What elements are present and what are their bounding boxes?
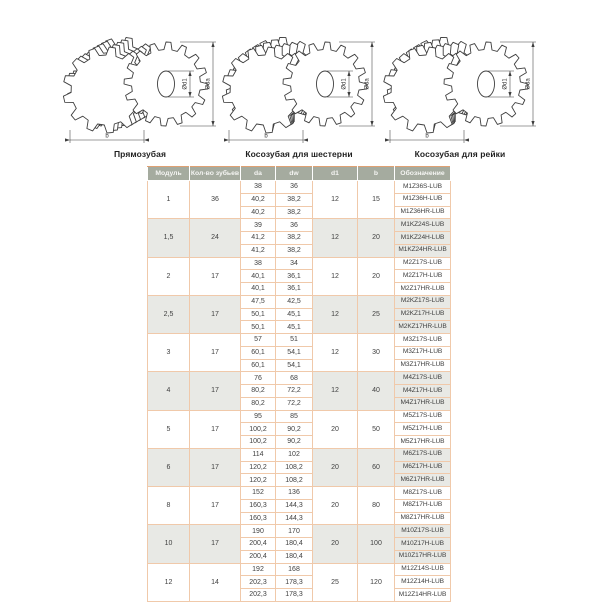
header-d1: d1 (313, 167, 358, 181)
cell-designation: M8Z17HR-LUB (395, 512, 451, 525)
cell-b: 25 (358, 295, 395, 333)
cell-designation: M1Z36H-LUB (395, 193, 451, 206)
dim-label-da: Øda (205, 78, 212, 90)
table-row (148, 181, 451, 194)
table-row (148, 334, 451, 347)
gear-caption-helical-pinion: Косозубая для шестерни (245, 149, 353, 159)
cell-da: 60,1 (241, 359, 276, 372)
table-row (148, 563, 451, 576)
cell-d1: 12 (313, 219, 358, 257)
cell-da: 120,2 (241, 461, 276, 474)
cell-dw: 85 (276, 410, 313, 423)
cell-dw: 36,1 (276, 283, 313, 296)
cell-dw: 144,3 (276, 499, 313, 512)
cell-dw: 54,1 (276, 359, 313, 372)
gear-figure-spur (62, 24, 218, 159)
cell-designation: M4Z17H-LUB (395, 385, 451, 398)
cell-da: 50,1 (241, 321, 276, 334)
cell-dw: 72,2 (276, 397, 313, 410)
cell-teeth-count: 14 (190, 563, 241, 601)
cell-b: 40 (358, 372, 395, 410)
table-row (148, 219, 451, 232)
cell-dw: 36 (276, 181, 313, 194)
cell-da: 41,2 (241, 244, 276, 257)
cell-dw: 45,1 (276, 321, 313, 334)
cell-designation: M2KZ17S-LUB (395, 295, 451, 308)
cell-da: 95 (241, 410, 276, 423)
table-row (148, 487, 451, 500)
cell-module: 2,5 (148, 295, 190, 333)
cell-dw: 38,2 (276, 193, 313, 206)
gear-figure-helical-pinion (221, 24, 377, 159)
cell-designation: M10Z17S-LUB (395, 525, 451, 538)
cell-module: 5 (148, 410, 190, 448)
table-header (148, 167, 451, 181)
cell-dw: 178,3 (276, 576, 313, 589)
cell-dw: 34 (276, 257, 313, 270)
cell-da: 200,4 (241, 538, 276, 551)
cell-designation: M6Z17S-LUB (395, 448, 451, 461)
cell-module: 1 (148, 181, 190, 219)
cell-designation: M1KZ24H-LUB (395, 232, 451, 245)
gear-drawing-helical-rack (382, 24, 538, 148)
cell-dw: 51 (276, 334, 313, 347)
cell-designation: M2Z17H-LUB (395, 270, 451, 283)
table-row (148, 410, 451, 423)
cell-teeth-count: 17 (190, 257, 241, 295)
cell-designation: M5Z17HR-LUB (395, 436, 451, 449)
cell-dw: 45,1 (276, 308, 313, 321)
cell-dw: 108,2 (276, 461, 313, 474)
cell-d1: 20 (313, 487, 358, 525)
cell-da: 57 (241, 334, 276, 347)
cell-designation: M1KZ24S-LUB (395, 219, 451, 232)
cell-dw: 68 (276, 372, 313, 385)
cell-designation: M8Z17S-LUB (395, 487, 451, 500)
cell-b: 80 (358, 487, 395, 525)
cell-designation: M12Z14HR-LUB (395, 589, 451, 602)
cell-teeth-count: 17 (190, 487, 241, 525)
cell-d1: 12 (313, 372, 358, 410)
cell-designation: M1Z36HR-LUB (395, 206, 451, 219)
cell-dw: 42,5 (276, 295, 313, 308)
table-row (148, 448, 451, 461)
cell-da: 190 (241, 525, 276, 538)
header-dw: dw (276, 167, 313, 181)
cell-dw: 72,2 (276, 385, 313, 398)
cell-da: 60,1 (241, 346, 276, 359)
table-row (148, 372, 451, 385)
cell-da: 38 (241, 257, 276, 270)
gear-drawing-helical-pinion (221, 24, 377, 148)
cell-dw: 180,4 (276, 550, 313, 563)
cell-teeth-count: 17 (190, 334, 241, 372)
cell-module: 2 (148, 257, 190, 295)
cell-teeth-count: 17 (190, 448, 241, 486)
cell-dw: 36 (276, 219, 313, 232)
cell-dw: 38,2 (276, 232, 313, 245)
cell-da: 202,3 (241, 589, 276, 602)
dim-label-b: b (425, 133, 429, 140)
cell-designation: M4Z17HR-LUB (395, 397, 451, 410)
cell-d1: 12 (313, 334, 358, 372)
gear-spec-table (147, 166, 451, 602)
cell-module: 12 (148, 563, 190, 601)
cell-module: 4 (148, 372, 190, 410)
cell-designation: M2KZ17H-LUB (395, 308, 451, 321)
dim-label-d1: Ød1 (182, 78, 189, 90)
cell-da: 40,1 (241, 283, 276, 296)
cell-dw: 90,2 (276, 423, 313, 436)
cell-d1: 20 (313, 410, 358, 448)
cell-dw: 170 (276, 525, 313, 538)
dim-label-b: b (264, 133, 268, 140)
cell-designation: M2Z17S-LUB (395, 257, 451, 270)
dim-label-d1: Ød1 (341, 78, 348, 90)
cell-designation: M2KZ17HR-LUB (395, 321, 451, 334)
header-designation: Обозначение (395, 167, 451, 181)
cell-d1: 12 (313, 181, 358, 219)
cell-b: 30 (358, 334, 395, 372)
cell-da: 100,2 (241, 436, 276, 449)
cell-module: 10 (148, 525, 190, 563)
cell-d1: 25 (313, 563, 358, 601)
cell-designation: M6Z17HR-LUB (395, 474, 451, 487)
cell-b: 15 (358, 181, 395, 219)
cell-da: 76 (241, 372, 276, 385)
cell-da: 39 (241, 219, 276, 232)
gear-caption-spur: Прямозубая (113, 149, 167, 159)
cell-b: 20 (358, 257, 395, 295)
cell-teeth-count: 17 (190, 525, 241, 563)
cell-b: 100 (358, 525, 395, 563)
cell-d1: 12 (313, 295, 358, 333)
cell-dw: 38,2 (276, 244, 313, 257)
header-teeth-count: Кол-во зубьев (190, 167, 241, 181)
cell-da: 160,3 (241, 512, 276, 525)
header-b: b (358, 167, 395, 181)
cell-da: 192 (241, 563, 276, 576)
cell-b: 60 (358, 448, 395, 486)
cell-dw: 108,2 (276, 474, 313, 487)
cell-designation: M1Z36S-LUB (395, 181, 451, 194)
cell-designation: M2Z17HR-LUB (395, 283, 451, 296)
cell-designation: M8Z17H-LUB (395, 499, 451, 512)
cell-da: 38 (241, 181, 276, 194)
cell-designation: M3Z17H-LUB (395, 346, 451, 359)
cell-da: 80,2 (241, 385, 276, 398)
cell-designation: M12Z14H-LUB (395, 576, 451, 589)
table-row (148, 525, 451, 538)
gear-caption-helical-rack: Косозубая для рейки (414, 149, 506, 159)
cell-teeth-count: 36 (190, 181, 241, 219)
cell-da: 114 (241, 448, 276, 461)
header-module: Модуль (148, 167, 190, 181)
cell-designation: M3Z17HR-LUB (395, 359, 451, 372)
cell-dw: 36,1 (276, 270, 313, 283)
table-row (148, 295, 451, 308)
header-da: da (241, 167, 276, 181)
cell-dw: 54,1 (276, 346, 313, 359)
cell-dw: 102 (276, 448, 313, 461)
cell-teeth-count: 24 (190, 219, 241, 257)
cell-designation: M6Z17H-LUB (395, 461, 451, 474)
cell-module: 1,5 (148, 219, 190, 257)
cell-designation: M10Z17HR-LUB (395, 550, 451, 563)
cell-da: 40,2 (241, 206, 276, 219)
cell-da: 80,2 (241, 397, 276, 410)
cell-da: 200,4 (241, 550, 276, 563)
cell-designation: M10Z17H-LUB (395, 538, 451, 551)
cell-b: 50 (358, 410, 395, 448)
cell-da: 152 (241, 487, 276, 500)
cell-designation: M4Z17S-LUB (395, 372, 451, 385)
cell-teeth-count: 17 (190, 410, 241, 448)
cell-d1: 20 (313, 525, 358, 563)
cell-module: 8 (148, 487, 190, 525)
cell-da: 40,2 (241, 193, 276, 206)
cell-d1: 12 (313, 257, 358, 295)
cell-module: 3 (148, 334, 190, 372)
gear-figure-helical-rack (382, 24, 538, 159)
cell-dw: 144,3 (276, 512, 313, 525)
cell-dw: 136 (276, 487, 313, 500)
table-row (148, 257, 451, 270)
cell-designation: M1KZ24HR-LUB (395, 244, 451, 257)
cell-d1: 20 (313, 448, 358, 486)
cell-designation: M5Z17S-LUB (395, 410, 451, 423)
cell-designation: M12Z14S-LUB (395, 563, 451, 576)
dim-label-d1: Ød1 (502, 78, 509, 90)
cell-dw: 168 (276, 563, 313, 576)
cell-dw: 38,2 (276, 206, 313, 219)
cell-designation: M3Z17S-LUB (395, 334, 451, 347)
gear-drawing-spur (62, 24, 218, 148)
cell-da: 41,2 (241, 232, 276, 245)
cell-da: 47,5 (241, 295, 276, 308)
dim-label-da: Øda (525, 78, 532, 90)
cell-teeth-count: 17 (190, 372, 241, 410)
cell-teeth-count: 17 (190, 295, 241, 333)
cell-designation: M5Z17H-LUB (395, 423, 451, 436)
cell-dw: 90,2 (276, 436, 313, 449)
cell-dw: 180,4 (276, 538, 313, 551)
dim-label-b: b (105, 133, 109, 140)
cell-da: 120,2 (241, 474, 276, 487)
cell-dw: 178,3 (276, 589, 313, 602)
dim-label-da: Øda (364, 78, 371, 90)
cell-da: 50,1 (241, 308, 276, 321)
cell-da: 100,2 (241, 423, 276, 436)
cell-da: 160,3 (241, 499, 276, 512)
cell-da: 202,3 (241, 576, 276, 589)
cell-b: 120 (358, 563, 395, 601)
cell-b: 20 (358, 219, 395, 257)
table-body (148, 181, 451, 602)
cell-da: 40,1 (241, 270, 276, 283)
cell-module: 6 (148, 448, 190, 486)
